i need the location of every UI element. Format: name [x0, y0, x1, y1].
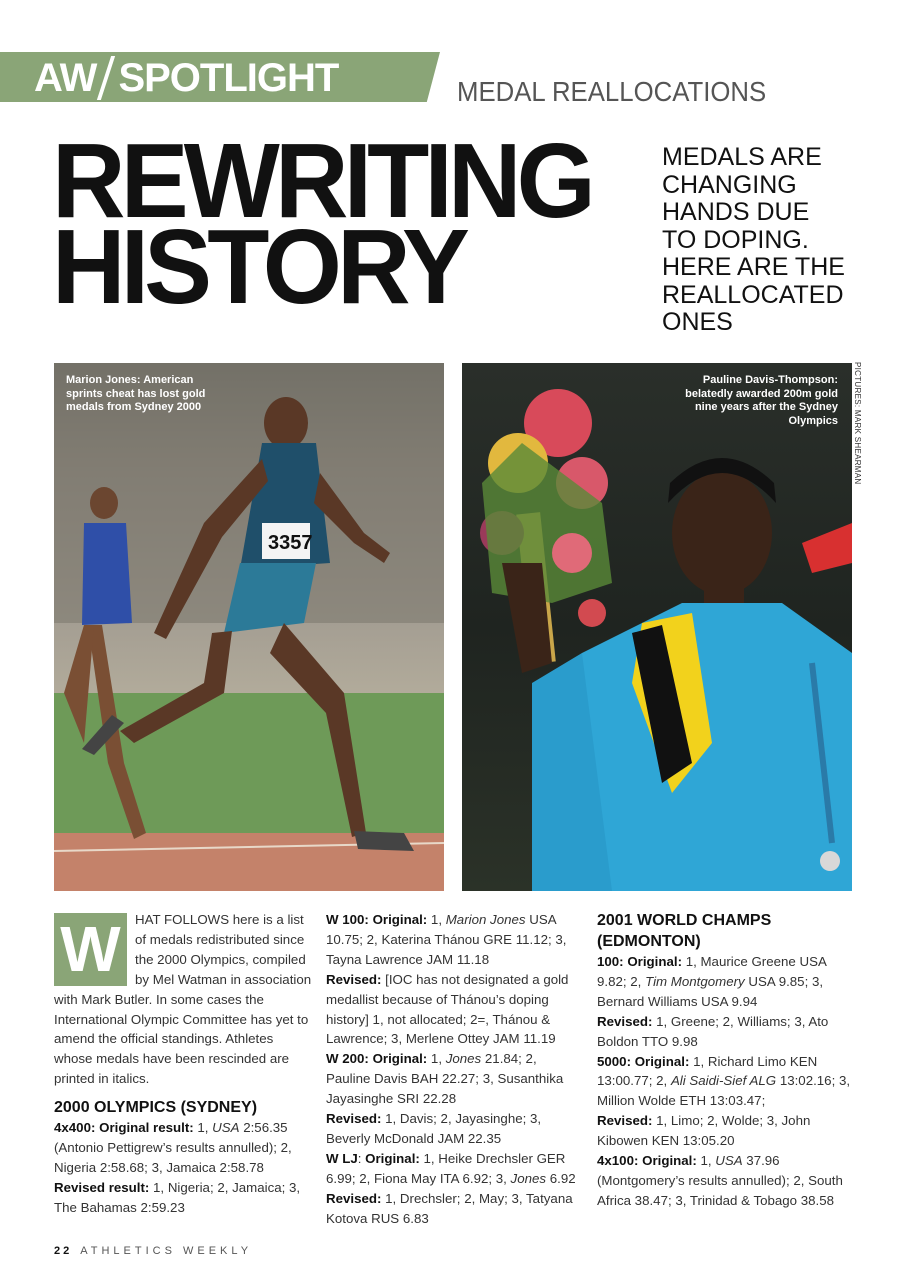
result-w200 [326, 1049, 584, 1109]
rescinded-name: USA [715, 1153, 743, 1169]
brand-spotlight: SPOTLIGHT [118, 55, 339, 100]
rescinded-name: Jones [445, 1051, 482, 1067]
bib-number: 3357 [268, 532, 313, 554]
result-text: : [357, 1150, 366, 1166]
standfirst-line: HERE ARE THE [662, 253, 845, 281]
original-label: Original: [642, 1153, 697, 1169]
result-text: 1, [696, 1153, 716, 1169]
revised-wlj [326, 1189, 584, 1229]
original-label: Original result: [99, 1120, 194, 1136]
result-4x400 [54, 1118, 312, 1178]
rescinded-name: USA [212, 1120, 240, 1136]
result-text: 1, [427, 912, 446, 927]
brand-aw: AW [34, 55, 97, 100]
original-label: Original: [365, 1150, 420, 1166]
column-1 [54, 910, 312, 1218]
result-text: 1, Limo; 2, Wolde; 3, John Kibowen KEN 13:05.20 [597, 1113, 811, 1149]
result-text: 6.92 [546, 1170, 576, 1186]
event-label: W LJ [326, 1150, 358, 1166]
photo-pauline-davis-thompson [462, 363, 852, 891]
caption-pauline-davis-thompson: Pauline Davis-Thompson: belatedly awarded 200m gold nine years after the Sydney Olympics [685, 374, 838, 427]
headline-line-1: REWRITING [52, 122, 592, 240]
section-label: MEDAL REALLOCATIONS [457, 76, 767, 107]
standfirst-line: REALLOCATED [662, 280, 844, 309]
revised-m5000 [597, 1111, 855, 1151]
event-label: W 100: [326, 912, 369, 927]
column-3 [597, 910, 855, 1211]
result-m100 [597, 952, 855, 1012]
revised-label: Revised: [326, 971, 382, 987]
section-heading-sydney: 2000 OLYMPICS (SYDNEY) [54, 1099, 258, 1117]
revised-m100 [597, 1012, 855, 1052]
revised-label: Revised result: [54, 1179, 150, 1195]
sprinter-illustration [54, 363, 444, 891]
rescinded-name: Marion Jones [445, 912, 526, 927]
result-text: 37.96 (Montgomery’s results annulled); 2, South Africa 38.47; 3, Trinidad & Tobago 38.58 [597, 1153, 843, 1208]
brand-logo [34, 54, 338, 102]
result-4x100 [597, 1151, 855, 1211]
photo-credit: PICTURES: MARK SHEARMAN [853, 362, 862, 485]
revised-4x400 [54, 1178, 312, 1218]
standfirst-line: CHANGING [662, 170, 797, 199]
revised-label: Revised: [597, 1013, 653, 1029]
standfirst [662, 144, 872, 337]
event-label: 4x400: [54, 1120, 96, 1136]
headline-line-2: HISTORY [52, 208, 466, 326]
event-label: 4x100: [597, 1153, 639, 1169]
result-text: 1, Maurice Greene USA 9.82; 2, [597, 954, 827, 989]
original-label: Original: [634, 1053, 690, 1069]
headline [52, 122, 592, 326]
result-text: 2:56.35 (Antonio Pettigrew’s results annulled); 2, Nigeria 2:58.68; 3, Jamaica 2:58.78 [54, 1120, 292, 1175]
result-text: 21.84; 2, Pauline Davis BAH 22.27; 3, Susanthika Jayasinghe SRI 22.28 [326, 1051, 564, 1107]
page-footer [54, 1245, 252, 1257]
revised-label: Revised: [326, 1190, 382, 1206]
standfirst-line: TO DOPING. [662, 225, 809, 254]
result-text: 1, Richard Limo KEN 13:00.77; 2, [597, 1053, 818, 1089]
result-text: 13:02.16; 3, Million Wolde ETH 13:03.47; [597, 1073, 851, 1109]
revised-label: Revised: [326, 1111, 382, 1127]
section-heading-edmonton: 2001 WORLD CHAMPS (EDMONTON) [597, 912, 772, 950]
event-label: 5000: [597, 1053, 632, 1069]
result-text: [IOC has not designated a gold medallist because of Thánou’s doping history] 1, not allocated; 2=, Thánou & Lawrence; 3, Merlene Ottey JAM 11.19 [326, 971, 569, 1047]
result-text: 1, [193, 1120, 213, 1136]
result-text: USA 10.75; 2, Katerina Thánou GRE 11.12; 3, Tayna Lawrence JAM 11.18 [326, 912, 567, 967]
rescinded-name: Jones [510, 1170, 547, 1186]
result-wlj [326, 1149, 584, 1189]
event-label: 100: [597, 954, 624, 969]
result-text: USA 9.85; 3, Bernard Williams USA 9.94 [597, 973, 824, 1009]
result-text: 1, [427, 1051, 446, 1067]
event-label: W 200: [326, 1051, 369, 1067]
drop-cap: W [54, 913, 127, 986]
page-number: 22 [54, 1245, 73, 1257]
original-label: Original: [372, 1051, 428, 1067]
result-m5000 [597, 1052, 855, 1112]
caption-marion-jones: Marion Jones: American sprints cheat has lost gold medals from Sydney 2000 [66, 374, 206, 413]
result-text: 1, Davis; 2, Jayasinghe; 3, Beverly McDonald JAM 22.35 [326, 1111, 542, 1146]
original-label: Original: [372, 912, 428, 927]
photo-marion-jones [54, 363, 444, 891]
result-w100 [326, 910, 584, 970]
medallist-illustration [462, 363, 852, 891]
original-label: Original: [627, 954, 682, 969]
rescinded-name: Tim Montgomery [645, 973, 745, 989]
result-text: 1, Nigeria; 2, Jamaica; 3, The Bahamas 2:59.23 [54, 1179, 301, 1215]
publication-name: ATHLETICS WEEKLY [80, 1245, 253, 1257]
standfirst-line: MEDALS ARE [662, 143, 822, 171]
result-text: 1, Drechsler; 2, May; 3, Tatyana Kotova RUS 6.83 [326, 1190, 573, 1226]
revised-w100 [326, 970, 584, 1050]
column-2 [326, 910, 584, 1229]
rescinded-name: Ali Saidi-Sief ALG [670, 1073, 777, 1089]
revised-label: Revised: [597, 1113, 653, 1129]
intro-paragraph: HAT FOLLOWS here is a list of medals redistributed since the 2000 Olympics, compiled by Mel Watman in association with Mark Butler. In some cases the International Olympic Committee has yet to amend the official standings. Athletes whose medals have been rescinded are printed in italics. [54, 912, 312, 1087]
result-text: 1, Greene; 2, Williams; 3, Ato Boldon TTO 9.98 [597, 1013, 829, 1049]
standfirst-line: ONES [662, 308, 733, 336]
standfirst-line: HANDS DUE [662, 198, 810, 226]
brand-slash [97, 56, 115, 100]
revised-w200 [326, 1109, 584, 1149]
result-text: 1, Heike Drechsler GER 6.99; 2, Fiona May ITA 6.92; 3, [326, 1150, 566, 1186]
